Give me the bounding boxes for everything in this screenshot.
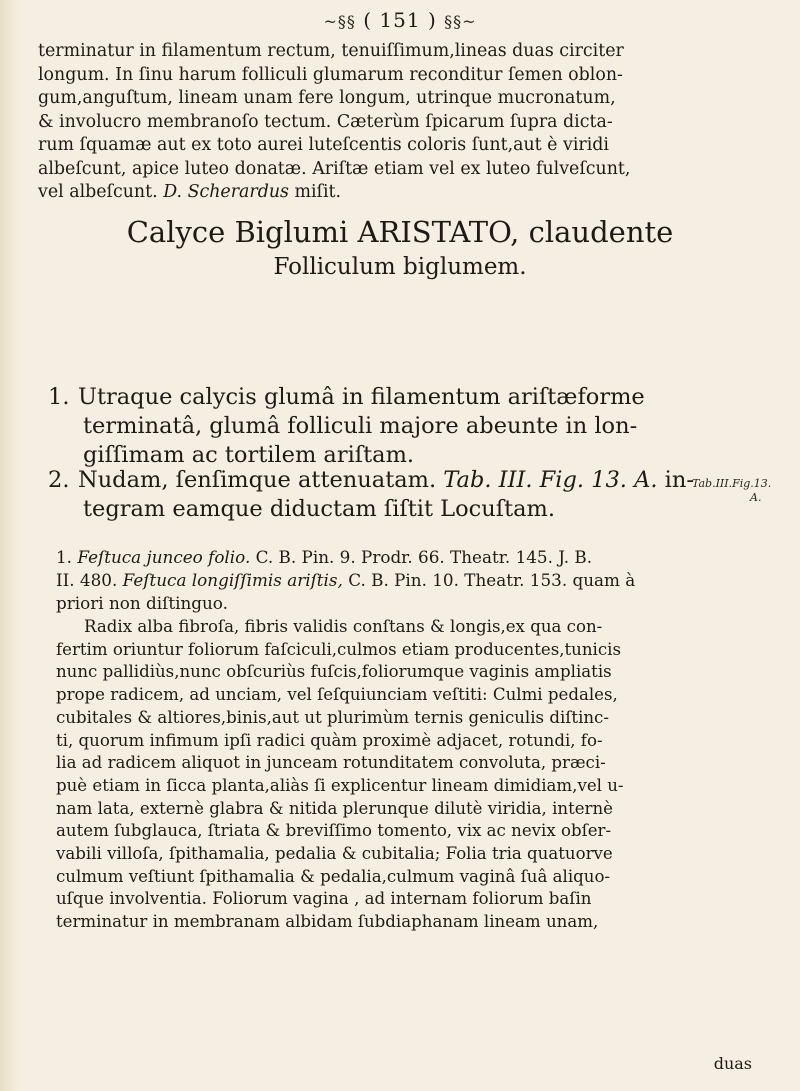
entry-line: terminatâ, glumâ folliculi majore abeunte in lon-: [83, 413, 638, 439]
margin-note-plate: Tab.III.Fig.13.: [692, 477, 772, 490]
section-title-main: Calyce Biglumi ARISTATO, claudente: [126, 215, 674, 249]
text-line: & involucro membranoſo tectum. Cæterùm ſpicarum ſupra dicta-: [38, 111, 613, 132]
header-ornament-right: §§~: [444, 12, 477, 31]
synonymy-block: 1. Feſtuca junceo folio. C. B. Pin. 9. Prodr. 66. Theatr. 145. J. B. II. 480. Feſtuca longiſſimis ariſtis, C. B. Pin. 10. Theatr. 153. quam à priori non diſtinguo.: [56, 546, 776, 615]
text-line: fertim oriuntur foliorum faſciculi,culmos etiam producentes,tunicis: [56, 639, 621, 659]
text-line: autem ſubglauca, ſtriata & breviſſimo tomento, vix ac nevix obſer-: [56, 821, 612, 841]
text-line: rum ſquamæ aut ex toto aurei luteſcentis coloris ſunt,aut è viridi: [38, 135, 609, 155]
section-title-sub: Folliculum biglumem.: [273, 254, 527, 280]
description-paragraph: [56, 616, 776, 934]
text-line: cubitales & altiores,binis,aut ut plurimùm ternis geniculis diſtinc-: [56, 707, 609, 727]
page-header: [0, 8, 800, 32]
catchword: duas: [713, 1054, 752, 1073]
text-line: Radix alba fibroſa, fibris validis conſtans & longis,ex qua con-: [84, 617, 603, 636]
synonym-name: Feſtuca longiſſimis ariſtis,: [122, 570, 343, 590]
entry-line: giſſimam ac tortilem ariſtam.: [83, 442, 415, 468]
text-line: terminatur in filamentum rectum, tenuiſſimum,lineas duas circiter: [38, 41, 624, 61]
entry-line: Utraque calycis glumâ in filamentum ariſtæforme: [78, 384, 645, 410]
species-entry-2: 2. Nudam, ſenſimque attenuatam. Tab. III. Fig. 13. A. in- tegram eamque diductam ſiſtit Locuſtam.: [48, 466, 778, 524]
text-line: gum,anguſtum, lineam unam fere longum, utrinque mucronatum,: [38, 88, 616, 108]
text-line: vabili villoſa, ſpithamalia, pedalia & cubitalia; Folia tria quatuorve: [56, 844, 613, 864]
page-number: ( 151 ): [363, 8, 437, 32]
margin-note-figure: A.: [750, 491, 762, 504]
synonym-name: Feſtuca junceo folio.: [77, 547, 251, 567]
section-title: [0, 212, 800, 282]
text-line: culmum veſtiunt ſpithamalia & pedalia,culmum vaginâ ſuâ aliquo-: [56, 866, 611, 886]
page-gutter: [0, 0, 22, 1091]
plate-reference: Tab. III. Fig. 13. A.: [443, 467, 658, 493]
text-line: nunc pallidiùs,nunc obſcuriùs fuſcis,foliorumque vaginis ampliatis: [56, 662, 612, 682]
text-line: longum. In ſinu harum folliculi glumarum reconditur ſemen oblon-: [38, 64, 623, 85]
text-line: nam lata, externè glabra & nitida plerunque dilutè viridia, internè: [56, 798, 613, 818]
text-line: prope radicem, ad unciam, vel ſeſquiunciam veſtiti: Culmi pedales,: [56, 685, 618, 705]
species-entry-1: [48, 383, 778, 470]
text-line: puè etiam in ſicca planta,aliàs ſi explicentur lineam dimidiam,vel u-: [56, 775, 624, 795]
text-line: uſque involventia. Foliorum vagina , ad internam foliorum baſin: [56, 889, 592, 909]
text-line: terminatur in membranam albidam ſubdiaphanam lineam unam,: [56, 912, 599, 932]
text-line: lia ad radicem aliquot in junceam rotunditatem convoluta, præci-: [56, 753, 606, 773]
entry-number: 1.: [48, 384, 70, 410]
text-line: priori non diſtinguo.: [56, 593, 228, 613]
entry-line: tegram eamque diductam ſiſtit Locuſtam.: [83, 496, 556, 522]
text-line: vel albeſcunt. D. Scherardus miſit.: [38, 182, 342, 202]
text-line: ti, quorum infimum ipſi radici quàm proximè adjacet, rotundi, fo-: [56, 730, 603, 750]
paragraph-intro: [38, 40, 768, 205]
entry-number: 2.: [48, 467, 70, 493]
author-name: D. Scherardus: [163, 182, 289, 202]
header-ornament-left: ~§§: [323, 12, 356, 31]
text-line: albeſcunt, apice luteo donatæ. Ariſtæ etiam vel ex luteo fulveſcunt,: [38, 158, 631, 179]
